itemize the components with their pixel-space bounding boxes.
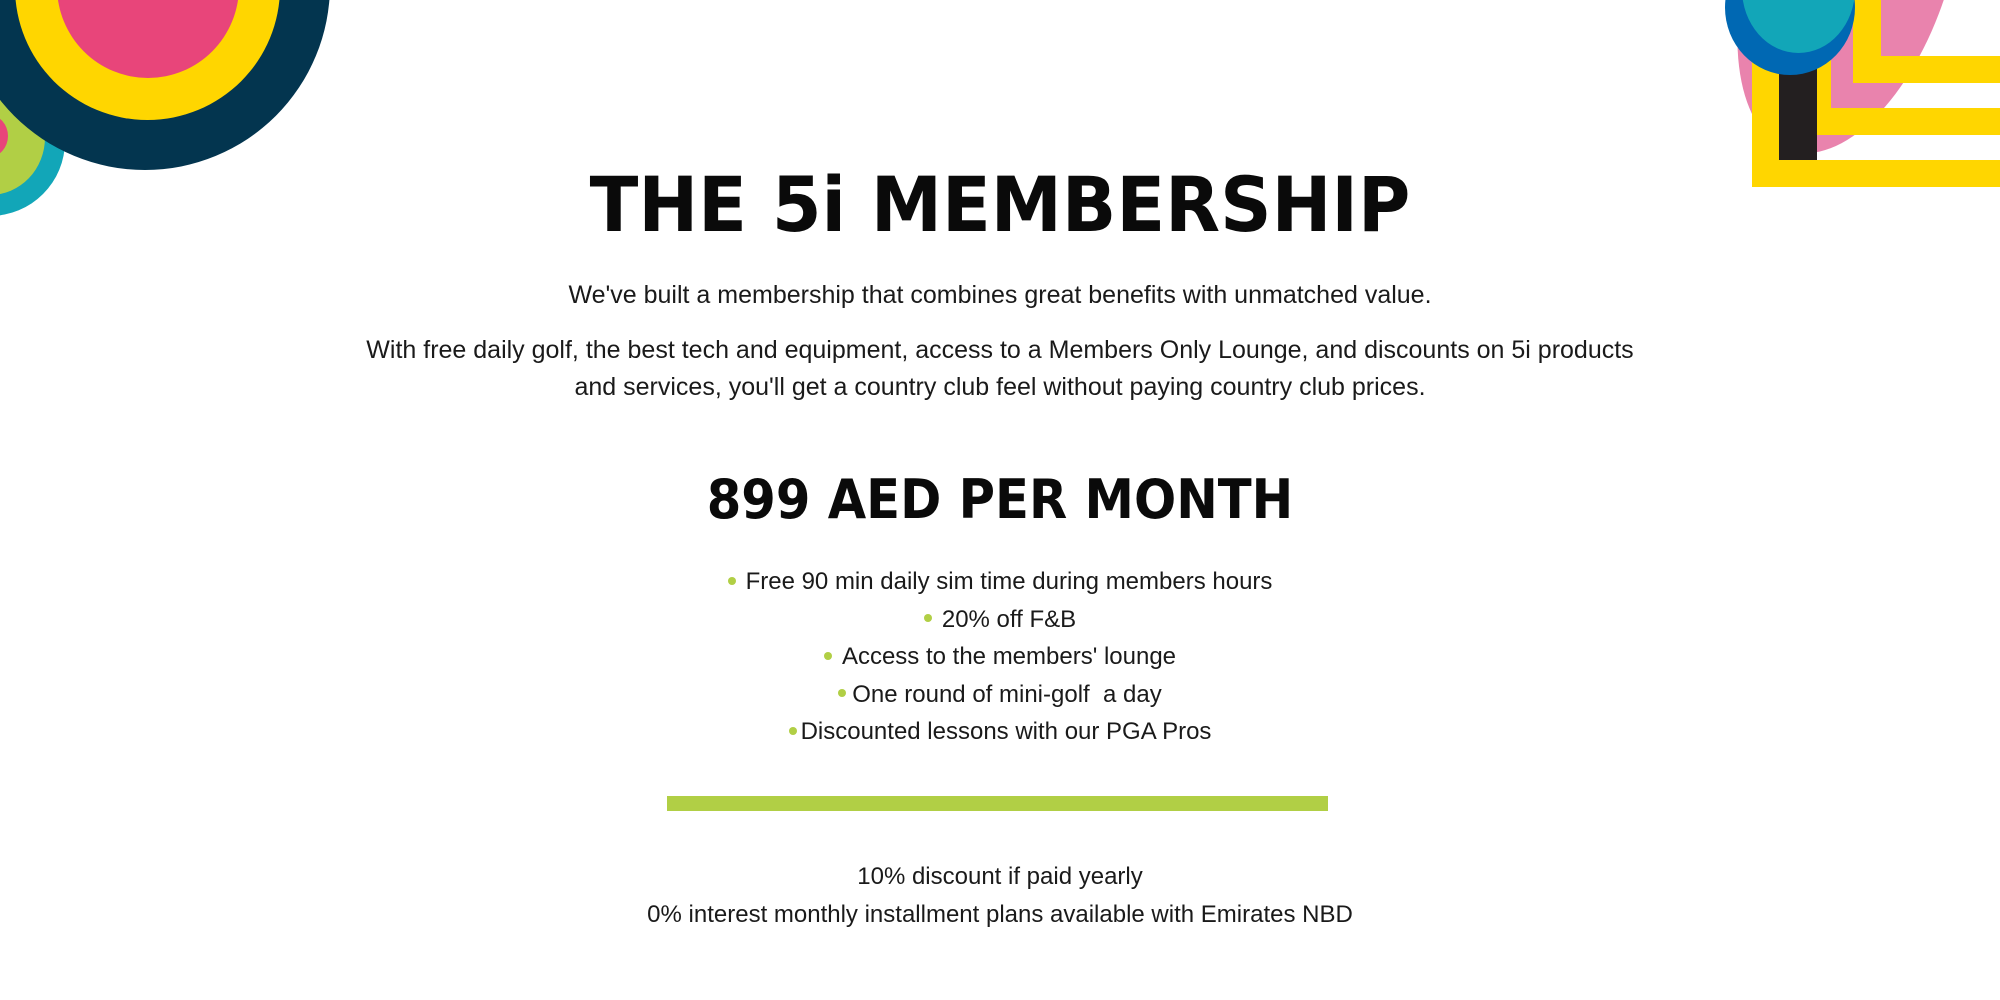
benefit-label: Free 90 min daily sim time during members hours: [745, 568, 1273, 595]
benefit-item: [0, 601, 2000, 639]
yellow-l-inner-horizontal: [1853, 56, 2000, 83]
benefit-label: Discounted lessons with our PGA Pros: [800, 718, 1212, 745]
bullet-icon: [728, 577, 736, 585]
benefit-label: Access to the members' lounge: [841, 643, 1177, 670]
bullet-icon: [838, 689, 846, 697]
benefit-label: One round of mini-golf a day: [852, 680, 1162, 708]
price-heading: 899 AED PER MONTH: [706, 468, 1294, 531]
green-divider: [667, 796, 1328, 811]
footnote-installments: 0% interest monthly installment plans available with Emirates NBD: [647, 900, 1353, 928]
black-stem: [1779, 60, 1817, 160]
bullet-icon: [924, 614, 932, 622]
benefits-list: [0, 563, 2000, 751]
benefit-item: [0, 676, 2000, 714]
yellow-l-middle-horizontal: [1803, 108, 2000, 135]
page-title: THE 5i MEMBERSHIP: [589, 160, 1411, 249]
benefit-item: [0, 713, 2000, 751]
benefit-item: [0, 563, 2000, 601]
bullet-icon: [824, 652, 832, 660]
payment-notes: [0, 858, 2000, 933]
intro-description: With free daily golf, the best tech and equipment, access to a Members Only Lounge, and discounts on 5i products and services, you'll get a country club feel without paying country club prices.: [366, 336, 1634, 401]
benefit-label: 20% off F&B: [941, 605, 1077, 633]
footnote-yearly-discount: 10% discount if paid yearly: [857, 863, 1143, 890]
bullet-icon: [789, 727, 797, 735]
benefit-item: [0, 638, 2000, 676]
intro-tagline: We've built a membership that combines great benefits with unmatched value.: [568, 281, 1432, 309]
